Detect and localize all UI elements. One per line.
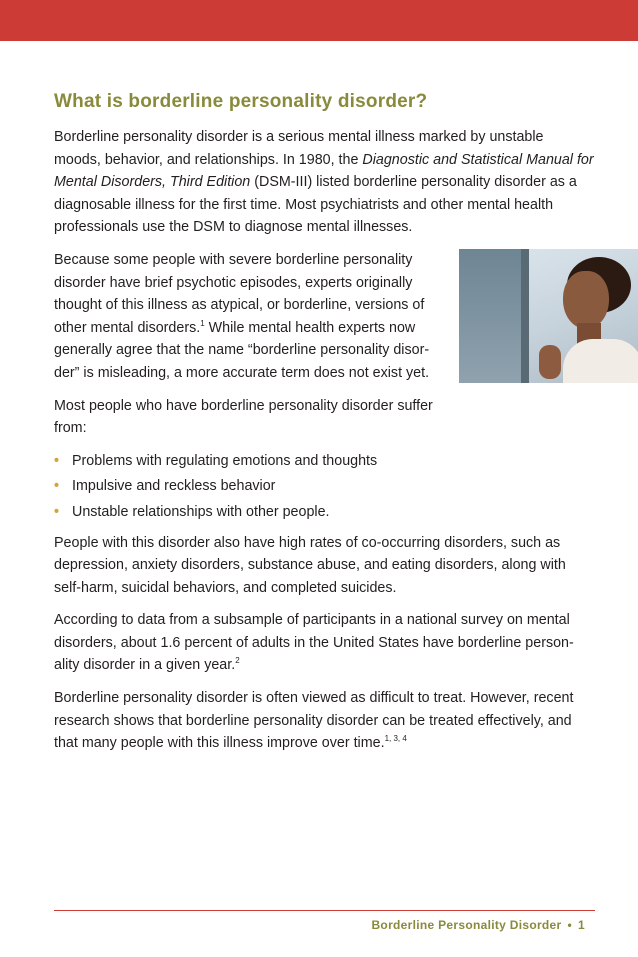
paragraph-symptoms-intro: Most people who have borderline personality disorder suffer from: [54,397,433,437]
footer-divider [54,910,595,911]
paragraph-definition: Borderline personality disorder is a serious mental illness marked by unstable moods, behavior, and relationships. In 1980, the Diagnostic and Statistical Manual for Mental Disorders, Third Edition (DSM-III) listed borderline personality disorder as a diagnosable illness for the first time. Most psychiatrists and other mental health professionals use the DSM to diagnose mental illnesses. [54,129,594,236]
paragraph-co-occurring: People with this disorder also have high rates of co-occurring disorders, such as depression, anxiety disorders, substance abuse, and eating disorders, along with self-harm, suicidal behaviors, and completed suicides. [54,534,566,596]
list-item: • Unstable relationships with other people. [54,501,594,524]
article-body [54,90,594,765]
paragraph-history: Because some people with severe borderline personality disorder have brief psychotic episodes, experts originally thought of this illness as atypical, or borderline, versions of other mental disorders.$^1$ While mental health experts now generally agree that the name “borderline personality disor-der” is misleading, a more accurate term does not exist yet. [54,251,430,381]
bullet-icon: • [54,478,60,495]
symptom-list [54,450,594,524]
page-footer [371,918,585,932]
list-item: • Problems with regulating emotions and thoughts [54,450,594,473]
page-title: What is borderline personality disorder? [54,91,428,112]
footnote-ref: 1 [200,318,205,328]
footer-separator: • [567,918,573,932]
paragraph-treatment: Borderline personality disorder is often viewed as difficult to treat. However, recent research shows that borderline personality disorder can be treated effectively, and that many people with this illness improve over time.$^{1, 3, 4}$ [54,690,574,752]
header-color-bar [0,0,638,41]
page-number: 1 [578,918,585,932]
footer-title: Borderline Personality Disorder [371,918,562,932]
paragraph-prevalence: According to data from a subsample of participants in a national survey on mental disorders, about 1.6 percent of adults in the United States have borderline person-ality disorder in a given year.$^2$ [54,612,574,674]
bullet-icon: • [54,503,60,520]
footnote-ref: 1, 3, 4 [384,734,407,744]
footnote-ref: 2 [235,656,240,666]
bullet-icon: • [54,452,60,469]
list-item: • Impulsive and reckless behavior [54,475,594,498]
